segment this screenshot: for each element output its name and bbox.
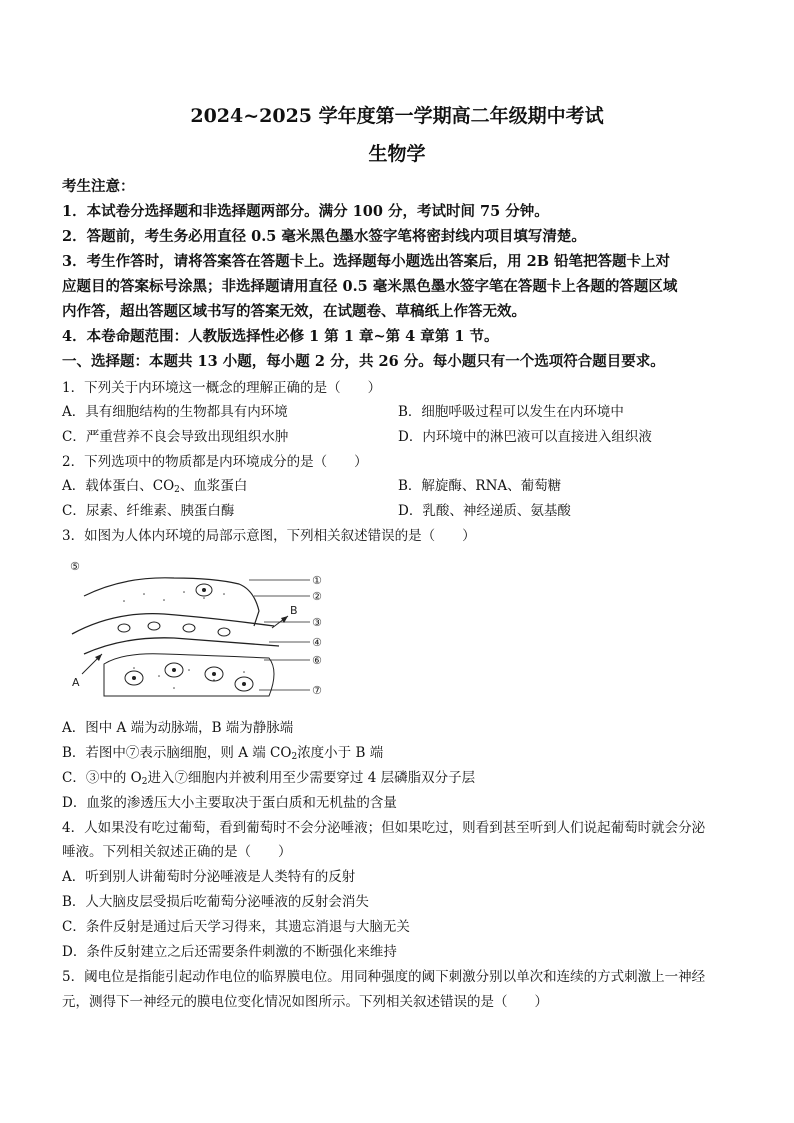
notice-item-3: 3．考生作答时，请将答案答在答题卡上。选择题每小题选出答案后，用 2B 铅笔把答题卡上对 (62, 253, 671, 270)
q4-stem-line-2: 唾液。下列相关叙述正确的是（ ） (62, 844, 292, 860)
q3-option-d: D．血浆的渗透压大小主要取决于蛋白质和无机盐的含量 (62, 795, 397, 811)
notice-item-3-cont-2: 内作答，超出答题区域书写的答案无效，在试题卷、草稿纸上作答无效。 (62, 303, 526, 320)
q5-stem-line-2: 元，测得下一神经元的膜电位变化情况如图所示。下列相关叙述错误的是（ ） (62, 994, 548, 1010)
q2-option-a: A．载体蛋白、$CO_2$、血浆蛋白 (62, 478, 248, 495)
svg-text:⑦: ⑦ (312, 684, 322, 697)
notice-heading: 考生注意： (62, 178, 135, 195)
section-heading: 一、选择题：本题共 13 小题，每小题 2 分，共 26 分。每小题只有一个选项符合题目要求。 (62, 353, 665, 370)
svg-text:②: ② (312, 590, 322, 603)
q3-option-b: B．若图中⑦表示脑细胞，则 A 端 $CO_2$浓度小于 B 端 (62, 745, 384, 762)
exam-title: 2024~2025 学年度第一学期高二年级期中考试 (190, 105, 604, 127)
svg-text:A: A (72, 676, 80, 689)
svg-text:⑤: ⑤ (70, 560, 80, 573)
q4-option-b: B．人大脑皮层受损后吃葡萄分泌唾液的反射会消失 (62, 894, 369, 910)
svg-text:B: B (290, 604, 298, 617)
svg-text:③: ③ (312, 616, 322, 629)
q4-option-d: D．条件反射建立之后还需要条件刺激的不断强化来维持 (62, 944, 397, 960)
q1-option-c: C．严重营养不良会导致出现组织水肿 (62, 429, 289, 445)
q1-stem: 1．下列关于内环境这一概念的理解正确的是（ ） (62, 380, 382, 396)
q4-option-c: C．条件反射是通过后天学习得来，其遗忘消退与大脑无关 (62, 919, 410, 935)
notice-item-2: 2．答题前，考生务必用直径 0.5 毫米黑色墨水签字笔将密封线内项目填写清楚。 (62, 228, 586, 245)
q1-option-b: B．细胞呼吸过程可以发生在内环境中 (398, 404, 624, 420)
q2-option-d: D．乳酸、神经递质、氨基酸 (398, 503, 571, 519)
q4-option-a: A．听到别人讲葡萄时分泌唾液是人类特有的反射 (62, 869, 356, 885)
notice-item-3-cont-1: 应题目的答案标号涂黑；非选择题请用直径 0.5 毫米黑色墨水签字笔在答题卡上各题的答题区域 (62, 278, 678, 295)
q2-option-b: B．解旋酶、RNA、葡萄糖 (398, 478, 562, 494)
q5-stem-line-1: 5．阈电位是指能引起动作电位的临界膜电位。用同种强度的阈下刺激分别以单次和连续的方式刺激上一神经 (62, 969, 706, 985)
q1-option-a: A．具有细胞结构的生物都具有内环境 (62, 404, 288, 420)
q3-stem: 3．如图为人体内环境的局部示意图，下列相关叙述错误的是（ ） (62, 528, 476, 544)
q2-stem: 2．下列选项中的物质都是内环境成分的是（ ） (62, 454, 368, 470)
subject-title: 生物学 (368, 143, 426, 165)
q3-option-c: C．③中的 $O_2$进入⑦细胞内并被利用至少需要穿过 4 层磷脂双分子层 (62, 770, 476, 787)
svg-text:⑥: ⑥ (312, 654, 322, 667)
q1-option-d: D．内环境中的淋巴液可以直接进入组织液 (398, 429, 652, 445)
notice-item-4: 4．本卷命题范围：人教版选择性必修 1 第 1 章~第 4 章第 1 节。 (62, 328, 499, 345)
svg-text:④: ④ (312, 636, 322, 649)
q3-option-a: A．图中 A 端为动脉端，B 端为静脉端 (62, 720, 294, 736)
notice-item-1: 1．本试卷分选择题和非选择题两部分。满分 100 分，考试时间 75 分钟。 (62, 203, 549, 220)
svg-text:①: ① (312, 574, 322, 587)
q2-option-c: C．尿素、纤维素、胰蛋白酶 (62, 503, 235, 519)
q4-stem-line-1: 4．人如果没有吃过葡萄，看到葡萄时不会分泌唾液；但如果吃过，则看到甚至听到人们说起葡萄时就会分泌 (62, 820, 706, 836)
internal-environment-figure (64, 556, 334, 706)
